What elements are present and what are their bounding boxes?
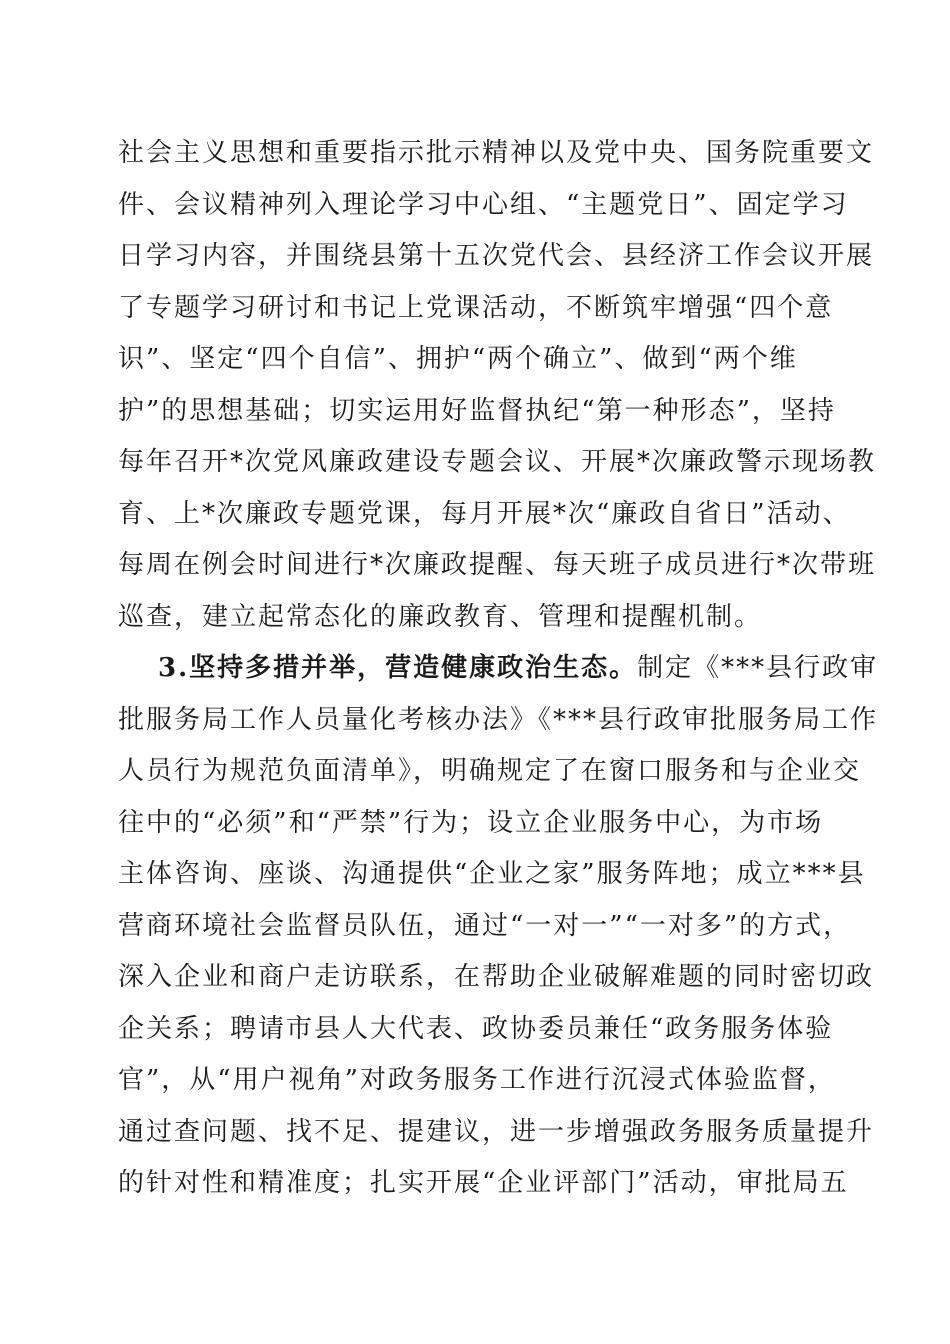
- text-line: 巡查，建立起常态化的廉政教育、管理和提醒机制。: [118, 601, 763, 632]
- text-line: 官”，从“用户视角”对政务服务工作进行沉浸式体验监督，: [118, 1065, 836, 1095]
- text-line: 营商环境社会监督员队伍，通过“一对一”“一对多”的方式，: [118, 910, 852, 941]
- text-line: 了专题学习研讨和书记上党课活动，不断筑牢增强“四个意: [118, 292, 834, 323]
- text-line: 的针对性和精准度；扎实开展“企业评部门”活动，审批局五: [118, 1168, 849, 1198]
- text-line: 人员行为规范负面清单》，明确规定了在窗口服务和与企业交: [118, 756, 862, 786]
- text-line: 主体咨询、座谈、沟通提供“企业之家”服务阵地；成立***县: [118, 859, 866, 889]
- text-line: 往中的“必须”和“严禁”行为；设立企业服务中心，为市场: [118, 807, 824, 838]
- paragraph-first-line: [118, 643, 879, 695]
- section-heading: 3.坚持多措并举，营造健康政治生态。: [158, 653, 638, 683]
- heading-followup-text: 制定《***县行政审: [637, 653, 879, 683]
- text-line: 每年召开*次党风廉政建设专题会议、开展*次廉政警示现场教: [118, 447, 877, 477]
- text-line: 通过查问题、找不足、提建议，进一步增强政务服务质量提升: [118, 1116, 875, 1147]
- text-line: 批服务局工作人员量化考核办法》《***县行政审批服务局工作: [118, 704, 879, 735]
- text-line: 日学习内容，并围绕县第十五次党代会、县经济工作会议开展: [118, 241, 875, 271]
- text-line: 护”的思想基础；切实运用好监督执纪“第一种形态”，坚持: [118, 395, 836, 426]
- text-line: 企关系；聘请市县人大代表、政协委员兼任“政务服务体验: [118, 1013, 834, 1044]
- text-line: 识”、坚定“四个自信”、拥护“两个确立”、做到“两个维: [118, 344, 798, 374]
- document-body: [118, 128, 879, 1210]
- text-line: 社会主义思想和重要指示批示精神以及党中央、国务院重要文: [118, 138, 875, 168]
- text-line: 件、会议精神列入理论学习中心组、“主题党日”、固定学习: [118, 189, 849, 220]
- text-line: 育、上*次廉政专题党课，每月开展*次“廉政自省日”活动、: [118, 498, 851, 529]
- paragraph-political-study: [118, 128, 877, 643]
- text-line: 深入企业和商户走访联系，在帮助企业破解难题的同时密切政: [118, 962, 875, 992]
- text-line: 每周在例会时间进行*次廉政提醒、每天班子成员进行*次带班: [118, 550, 877, 580]
- paragraph-political-ecology: [118, 643, 879, 1210]
